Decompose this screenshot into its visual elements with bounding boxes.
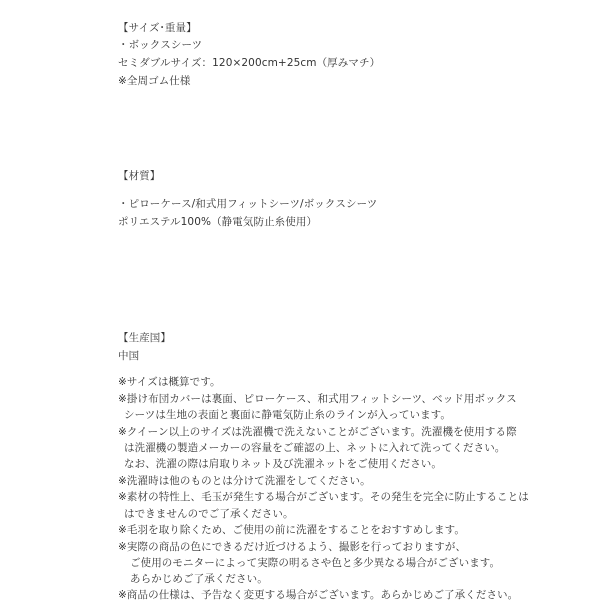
note-line: ※実際の商品の色にできるだけ近づけるよう、撮影を行っておりますが、 bbox=[118, 541, 467, 553]
note-line: ※洗濯時は他のものとは分けて洗濯をしてください。 bbox=[118, 475, 371, 487]
size-weight-heading: 【サイズ･重量】 bbox=[118, 22, 197, 34]
note-line: ※クイーン以上のサイズは洗濯機で洗えないことがございます。洗濯機を使用する際 bbox=[118, 426, 517, 438]
note-line: ※素材の特性上、毛玉が発生する場合がございます。その発生を完全に防止することは bbox=[118, 491, 529, 503]
note-line: シーツは生地の表面と裏面に静電気防止糸のラインが入っています。 bbox=[124, 409, 452, 421]
note-line: ご使用のモニターによって実際の明るさや色と多少異なる場合がございます。 bbox=[130, 557, 501, 569]
size-weight-item: ・ボックスシーツ bbox=[118, 39, 203, 51]
note-line: ※掛け布団カバーは裏面、ピローケース、和式用フィットシーツ、ベッド用ボックス bbox=[118, 393, 517, 405]
material-heading: 【材質】 bbox=[118, 170, 161, 182]
note-line: あらかじめご了承ください。 bbox=[130, 573, 268, 585]
size-weight-note: ※全周ゴム仕様 bbox=[118, 75, 191, 87]
material-composition: ポリエステル100%（静電気防止糸使用） bbox=[118, 216, 318, 228]
material-item: ・ピローケース/和式用フィットシーツ/ボックスシーツ bbox=[118, 198, 378, 210]
note-line: ※毛羽を取り除くため、ご使用の前に洗濯をすることをおすすめします。 bbox=[118, 524, 465, 536]
note-line: は洗濯機の製造メーカーの容量をご確認の上、ネットに入れて洗ってください。 bbox=[124, 442, 506, 454]
note-line: ※サイズは概算です。 bbox=[118, 376, 221, 388]
origin-country: 中国 bbox=[118, 350, 140, 362]
note-line: はできませんのでご了承ください。 bbox=[124, 508, 294, 520]
note-line: なお、洗濯の際は肩取りネット及び洗濯ネットをご使用ください。 bbox=[124, 458, 442, 470]
size-weight-size: セミダブルサイズ：120×200cm+25cm（厚みマチ） bbox=[118, 57, 381, 69]
note-line: ※商品の仕様は、予告なく変更する場合がございます。あらかじめご了承ください。 bbox=[118, 589, 519, 601]
origin-heading: 【生産国】 bbox=[118, 332, 171, 344]
